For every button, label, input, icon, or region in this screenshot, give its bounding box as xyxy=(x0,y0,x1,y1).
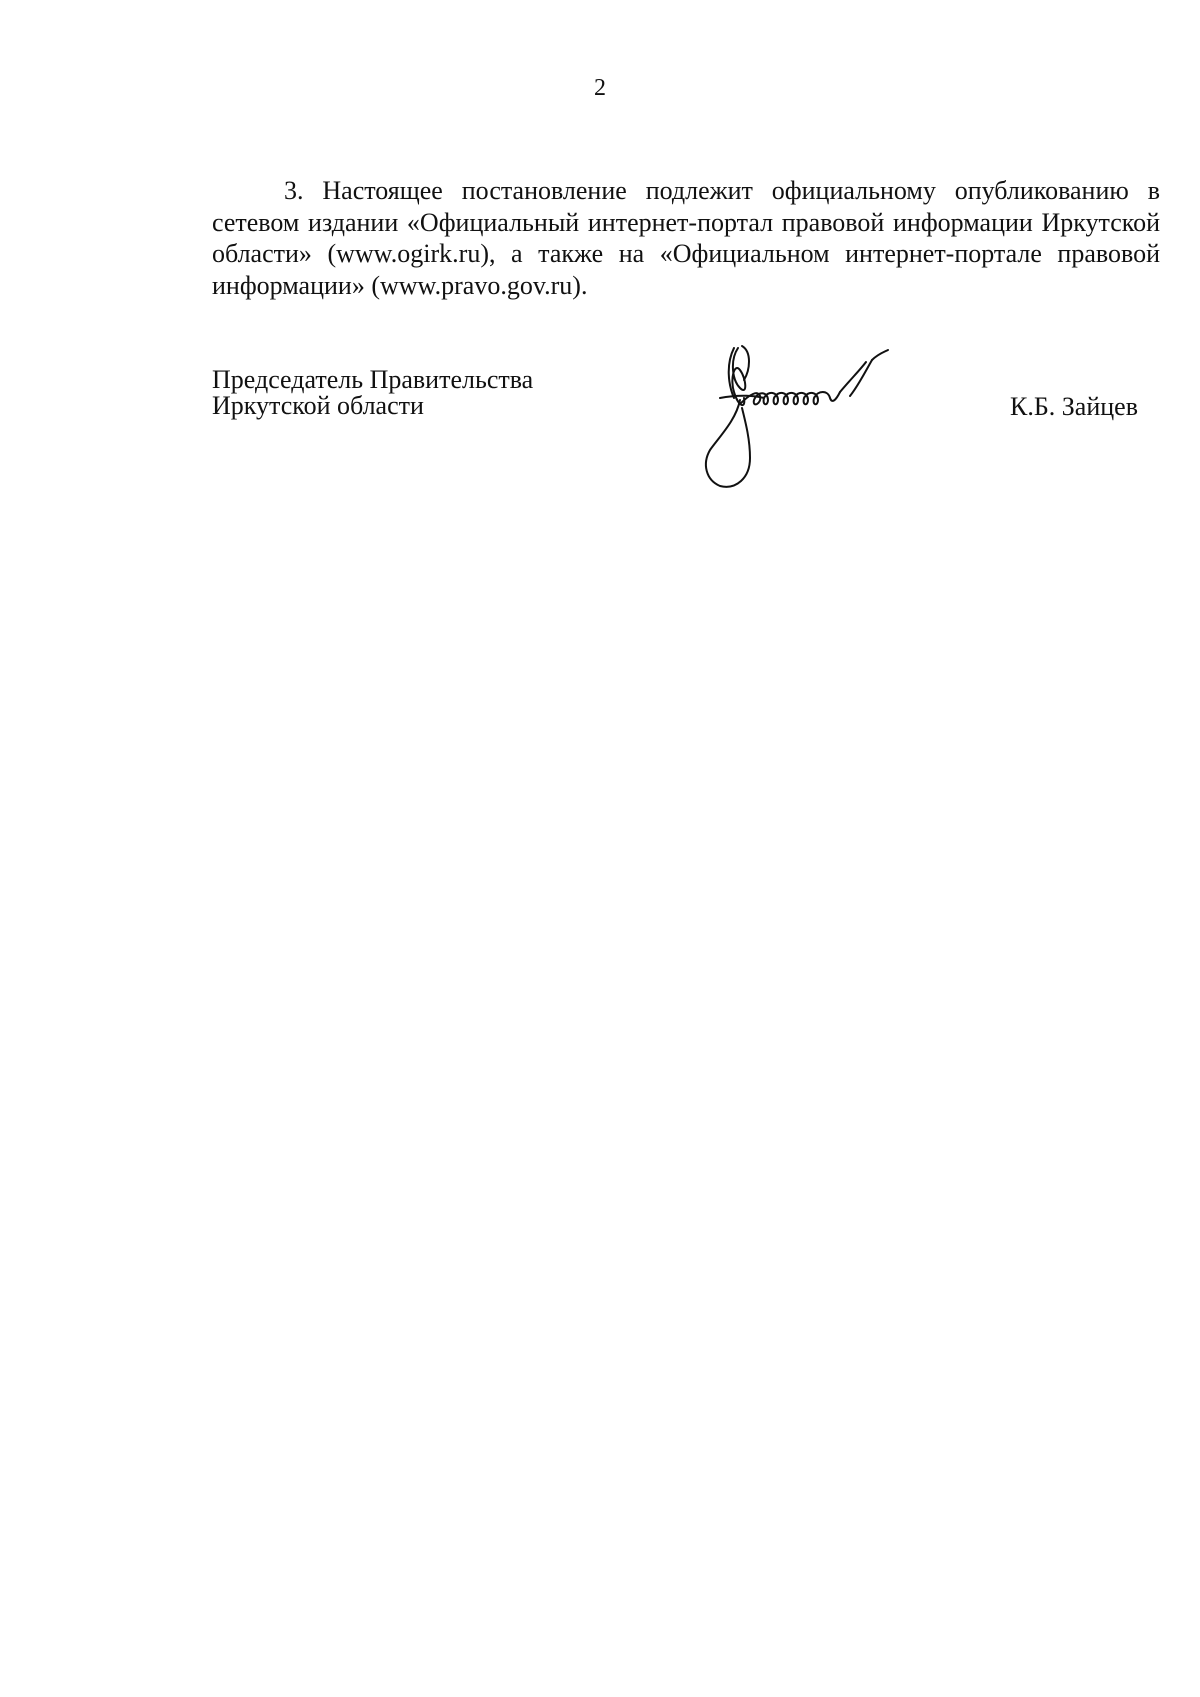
handwritten-signature-icon xyxy=(700,340,940,495)
signer-title-line-1: Председатель Правительства xyxy=(212,365,534,394)
signer-title-line-2: Иркутской области xyxy=(212,391,424,420)
page-number: 2 xyxy=(594,75,606,101)
signer-name: К.Б. Зайцев xyxy=(1010,392,1138,421)
signer-title xyxy=(212,367,533,419)
body-paragraph: 3. Настоящее постановление подлежит официальному опубликованию в сетевом издании «Официальный интернет-портал правовой информации Иркутской области» (www.ogirk.ru), а также на «Официальном интернет-портале правовой информации» (www.pravo.gov.ru). xyxy=(212,176,1160,300)
